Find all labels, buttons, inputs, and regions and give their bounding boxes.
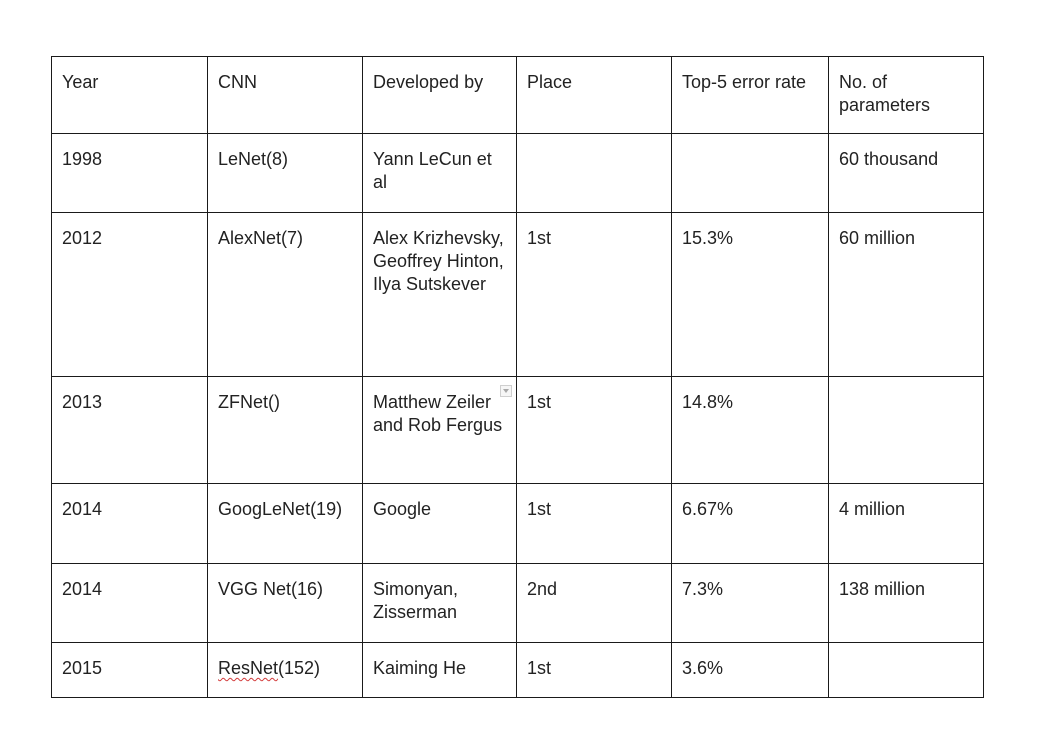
error-rate-value: 3.6% xyxy=(682,658,724,678)
error-rate-value: 6.67% xyxy=(682,499,734,519)
cnn-value: ZFNet() xyxy=(218,392,280,412)
header-error-rate[interactable] xyxy=(672,57,829,134)
cell-cnn[interactable] xyxy=(208,134,363,213)
spellcheck-word[interactable]: ResNet xyxy=(218,658,279,678)
cell-place[interactable] xyxy=(517,377,672,484)
developed-by-value: Google xyxy=(373,499,432,519)
cell-cnn[interactable] xyxy=(208,484,363,564)
developed-by-value: Yann LeCun et al xyxy=(373,149,492,192)
header-year-label: Year xyxy=(62,72,99,92)
error-rate-value: 15.3% xyxy=(682,228,734,248)
cell-year[interactable] xyxy=(52,564,208,643)
year-value: 2013 xyxy=(62,392,103,412)
cell-error-rate[interactable] xyxy=(672,484,829,564)
developed-by-value: Kaiming He xyxy=(373,658,467,678)
cell-error-rate[interactable] xyxy=(672,213,829,377)
year-value: 1998 xyxy=(62,149,103,169)
parameters-value: 60 million xyxy=(839,228,916,248)
year-value: 2012 xyxy=(62,228,103,248)
table-row xyxy=(52,484,984,564)
header-developed-by-label: Developed by xyxy=(373,72,484,92)
cnn-value xyxy=(218,657,352,680)
cell-place[interactable] xyxy=(517,484,672,564)
header-place-label: Place xyxy=(527,72,573,92)
cell-parameters[interactable] xyxy=(829,213,984,377)
cell-error-rate[interactable] xyxy=(672,134,829,213)
cell-parameters[interactable] xyxy=(829,134,984,213)
error-rate-value: 14.8% xyxy=(682,392,734,412)
cnn-value: AlexNet(7) xyxy=(218,228,304,248)
cnn-comparison-table xyxy=(51,56,984,698)
header-parameters[interactable] xyxy=(829,57,984,134)
cell-year[interactable] xyxy=(52,484,208,564)
cell-developed-by[interactable] xyxy=(363,484,517,564)
cell-cnn[interactable] xyxy=(208,213,363,377)
cell-year[interactable] xyxy=(52,213,208,377)
cell-year[interactable] xyxy=(52,134,208,213)
parameters-value: 60 thousand xyxy=(839,149,939,169)
cell-year[interactable] xyxy=(52,377,208,484)
cell-developed-by[interactable] xyxy=(363,134,517,213)
cnn-value-suffix: (152) xyxy=(278,658,321,678)
cell-cnn[interactable] xyxy=(208,377,363,484)
cell-error-rate[interactable] xyxy=(672,564,829,643)
cell-parameters[interactable] xyxy=(829,643,984,698)
table-header-row xyxy=(52,57,984,134)
year-value: 2014 xyxy=(62,579,103,599)
cell-place[interactable] xyxy=(517,213,672,377)
table-row xyxy=(52,213,984,377)
chevron-down-icon[interactable] xyxy=(500,385,512,397)
year-value: 2015 xyxy=(62,658,103,678)
place-value: 1st xyxy=(527,658,552,678)
developed-by-value: Matthew Zeiler and Rob Fergus xyxy=(373,392,503,435)
cnn-value: GoogLeNet(19) xyxy=(218,499,343,519)
error-rate-value: 7.3% xyxy=(682,579,724,599)
cell-developed-by[interactable] xyxy=(363,643,517,698)
place-value: 1st xyxy=(527,228,552,248)
cell-parameters[interactable] xyxy=(829,484,984,564)
header-developed-by[interactable] xyxy=(363,57,517,134)
developed-by-value: Simonyan, Zisserman xyxy=(373,579,459,622)
place-value: 1st xyxy=(527,392,552,412)
header-cnn-label: CNN xyxy=(218,72,257,92)
cnn-value: VGG Net(16) xyxy=(218,579,324,599)
cell-error-rate[interactable] xyxy=(672,643,829,698)
header-cnn[interactable] xyxy=(208,57,363,134)
developed-by-value: Alex Krizhevsky, Geoffrey Hinton, Ilya Sutskever xyxy=(373,228,504,294)
cell-place[interactable] xyxy=(517,134,672,213)
header-error-rate-label: Top-5 error rate xyxy=(682,72,807,92)
cell-place[interactable] xyxy=(517,643,672,698)
cell-year[interactable] xyxy=(52,643,208,698)
header-parameters-label: No. of parameters xyxy=(839,72,931,115)
header-year[interactable] xyxy=(52,57,208,134)
cell-parameters[interactable] xyxy=(829,564,984,643)
cnn-value: LeNet(8) xyxy=(218,149,289,169)
cell-place[interactable] xyxy=(517,564,672,643)
cell-developed-by[interactable] xyxy=(363,564,517,643)
year-value: 2014 xyxy=(62,499,103,519)
cell-developed-by[interactable] xyxy=(363,377,517,484)
cell-error-rate[interactable] xyxy=(672,377,829,484)
place-value: 1st xyxy=(527,499,552,519)
table-row xyxy=(52,134,984,213)
place-value: 2nd xyxy=(527,579,558,599)
table-row xyxy=(52,564,984,643)
parameters-value: 4 million xyxy=(839,499,906,519)
header-place[interactable] xyxy=(517,57,672,134)
cell-cnn[interactable] xyxy=(208,564,363,643)
parameters-value: 138 million xyxy=(839,579,926,599)
table-row xyxy=(52,643,984,698)
cell-developed-by[interactable] xyxy=(363,213,517,377)
table-row xyxy=(52,377,984,484)
cell-parameters[interactable] xyxy=(829,377,984,484)
cell-cnn[interactable] xyxy=(208,643,363,698)
